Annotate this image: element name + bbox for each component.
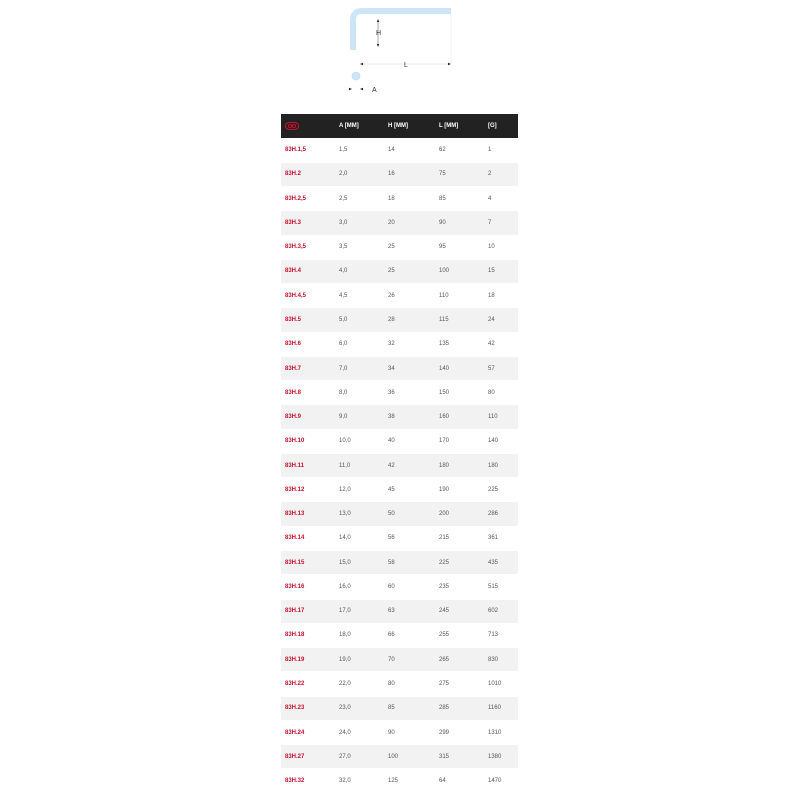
cell-reference: 83H.2 <box>281 162 335 186</box>
cell-reference: 83H.22 <box>281 672 335 696</box>
cell-h-mm: 58 <box>384 551 435 575</box>
cell-a-mm: 27,0 <box>335 745 384 769</box>
cell-reference: 83H.24 <box>281 720 335 744</box>
cell-l-mm: 180 <box>435 453 484 477</box>
cell-a-mm: 13,0 <box>335 502 384 526</box>
cell-weight-g: 10 <box>484 235 518 259</box>
cell-weight-g: 1160 <box>484 696 518 720</box>
cell-a-mm: 6,0 <box>335 332 384 356</box>
cell-l-mm: 62 <box>435 138 484 162</box>
cell-a-mm: 32,0 <box>335 769 384 793</box>
table-header-row <box>281 114 518 138</box>
cell-l-mm: 200 <box>435 502 484 526</box>
cell-reference: 83H.2,5 <box>281 187 335 211</box>
cell-h-mm: 100 <box>384 745 435 769</box>
cell-h-mm: 40 <box>384 429 435 453</box>
cell-weight-g: 180 <box>484 453 518 477</box>
table-row <box>281 429 518 453</box>
table-row <box>281 381 518 405</box>
cell-a-mm: 2,0 <box>335 162 384 186</box>
cell-h-mm: 28 <box>384 308 435 332</box>
cell-l-mm: 265 <box>435 648 484 672</box>
cell-h-mm: 36 <box>384 381 435 405</box>
cell-reference: 83H.12 <box>281 478 335 502</box>
cell-l-mm: 299 <box>435 720 484 744</box>
cell-a-mm: 18,0 <box>335 623 384 647</box>
cell-reference: 83H.1,5 <box>281 138 335 162</box>
cell-weight-g: 602 <box>484 599 518 623</box>
cell-reference: 83H.18 <box>281 623 335 647</box>
cell-weight-g: 713 <box>484 623 518 647</box>
cell-reference: 83H.10 <box>281 429 335 453</box>
cell-l-mm: 100 <box>435 259 484 283</box>
header-weight-g: [G] <box>488 123 497 129</box>
cell-l-mm: 135 <box>435 332 484 356</box>
cell-a-mm: 9,0 <box>335 405 384 429</box>
cell-h-mm: 42 <box>384 453 435 477</box>
cell-reference: 83H.5 <box>281 308 335 332</box>
table-row <box>281 211 518 235</box>
cell-reference: 83H.15 <box>281 551 335 575</box>
cell-a-mm: 10,0 <box>335 429 384 453</box>
hex-key-dimension-diagram <box>340 6 460 102</box>
cell-l-mm: 85 <box>435 187 484 211</box>
cell-h-mm: 125 <box>384 769 435 793</box>
cell-reference: 83H.8 <box>281 381 335 405</box>
cell-weight-g: 830 <box>484 648 518 672</box>
cell-h-mm: 14 <box>384 138 435 162</box>
cell-a-mm: 11,0 <box>335 453 384 477</box>
cell-weight-g: 515 <box>484 575 518 599</box>
hex-key-spec-table <box>281 114 518 794</box>
header-h-mm: H [MM] <box>388 123 408 129</box>
cell-a-mm: 24,0 <box>335 720 384 744</box>
cell-h-mm: 85 <box>384 696 435 720</box>
cell-a-mm: 22,0 <box>335 672 384 696</box>
cell-h-mm: 60 <box>384 575 435 599</box>
cell-h-mm: 25 <box>384 235 435 259</box>
cell-weight-g: 4 <box>484 187 518 211</box>
cell-a-mm: 16,0 <box>335 575 384 599</box>
label-l: L <box>404 62 408 69</box>
cell-reference: 83H.4,5 <box>281 284 335 308</box>
a-dimension <box>349 87 377 94</box>
cell-l-mm: 285 <box>435 696 484 720</box>
cell-l-mm: 190 <box>435 478 484 502</box>
table-row <box>281 308 518 332</box>
cell-weight-g: 18 <box>484 284 518 308</box>
cell-h-mm: 90 <box>384 720 435 744</box>
table-row <box>281 259 518 283</box>
cell-l-mm: 215 <box>435 526 484 550</box>
cell-reference: 83H.13 <box>281 502 335 526</box>
cell-l-mm: 95 <box>435 235 484 259</box>
cell-weight-g: 57 <box>484 356 518 380</box>
cell-l-mm: 315 <box>435 745 484 769</box>
cell-h-mm: 50 <box>384 502 435 526</box>
cell-h-mm: 32 <box>384 332 435 356</box>
cell-l-mm: 245 <box>435 599 484 623</box>
table-row <box>281 162 518 186</box>
cell-a-mm: 4,0 <box>335 259 384 283</box>
cell-weight-g: 225 <box>484 478 518 502</box>
cell-l-mm: 150 <box>435 381 484 405</box>
table-row <box>281 235 518 259</box>
cell-weight-g: 110 <box>484 405 518 429</box>
cell-l-mm: 225 <box>435 551 484 575</box>
cell-weight-g: 361 <box>484 526 518 550</box>
cell-h-mm: 56 <box>384 526 435 550</box>
cell-a-mm: 8,0 <box>335 381 384 405</box>
cell-a-mm: 23,0 <box>335 696 384 720</box>
cell-reference: 83H.17 <box>281 599 335 623</box>
table-row <box>281 551 518 575</box>
cell-h-mm: 63 <box>384 599 435 623</box>
cell-a-mm: 15,0 <box>335 551 384 575</box>
table-row <box>281 478 518 502</box>
cell-weight-g: 1310 <box>484 720 518 744</box>
cell-l-mm: 255 <box>435 623 484 647</box>
cell-l-mm: 160 <box>435 405 484 429</box>
cell-weight-g: 7 <box>484 211 518 235</box>
l-dimension <box>360 62 451 69</box>
cell-weight-g: 42 <box>484 332 518 356</box>
cell-a-mm: 19,0 <box>335 648 384 672</box>
cell-weight-g: 24 <box>484 308 518 332</box>
cell-reference: 83H.3,5 <box>281 235 335 259</box>
table-body <box>281 138 518 793</box>
cell-l-mm: 140 <box>435 356 484 380</box>
table-row <box>281 696 518 720</box>
cell-h-mm: 45 <box>384 478 435 502</box>
h-dimension <box>376 19 381 47</box>
cell-reference: 83H.3 <box>281 211 335 235</box>
cell-reference: 83H.32 <box>281 769 335 793</box>
table-row <box>281 720 518 744</box>
cell-weight-g: 1380 <box>484 745 518 769</box>
cell-weight-g: 2 <box>484 162 518 186</box>
table-row <box>281 332 518 356</box>
cell-reference: 83H.9 <box>281 405 335 429</box>
cell-l-mm: 115 <box>435 308 484 332</box>
cell-h-mm: 16 <box>384 162 435 186</box>
cell-weight-g: 286 <box>484 502 518 526</box>
table-row <box>281 648 518 672</box>
cell-l-mm: 75 <box>435 162 484 186</box>
cell-a-mm: 14,0 <box>335 526 384 550</box>
header-a-mm: A [MM] <box>339 123 359 129</box>
table-row <box>281 405 518 429</box>
label-h: H <box>376 30 382 37</box>
cell-h-mm: 66 <box>384 623 435 647</box>
cell-l-mm: 90 <box>435 211 484 235</box>
cell-h-mm: 80 <box>384 672 435 696</box>
table-row <box>281 526 518 550</box>
cell-a-mm: 1,5 <box>335 138 384 162</box>
cell-weight-g: 80 <box>484 381 518 405</box>
hex-key-end-circle <box>352 72 360 80</box>
cell-reference: 83H.23 <box>281 696 335 720</box>
table-row <box>281 138 518 162</box>
header-logo <box>281 114 335 138</box>
label-a: A <box>372 87 377 94</box>
cell-a-mm: 2,5 <box>335 187 384 211</box>
cell-reference: 83H.14 <box>281 526 335 550</box>
cell-h-mm: 25 <box>384 259 435 283</box>
cell-a-mm: 5,0 <box>335 308 384 332</box>
table-row <box>281 284 518 308</box>
table-row <box>281 356 518 380</box>
cell-l-mm: 64 <box>435 769 484 793</box>
cell-weight-g: 1010 <box>484 672 518 696</box>
cell-a-mm: 4,5 <box>335 284 384 308</box>
table-row <box>281 599 518 623</box>
table-row <box>281 187 518 211</box>
cell-weight-g: 15 <box>484 259 518 283</box>
cell-h-mm: 70 <box>384 648 435 672</box>
cell-l-mm: 170 <box>435 429 484 453</box>
cell-a-mm: 12,0 <box>335 478 384 502</box>
cell-h-mm: 18 <box>384 187 435 211</box>
cell-l-mm: 110 <box>435 284 484 308</box>
sam-logo-icon <box>285 122 299 130</box>
header-l-mm: L [MM] <box>439 123 459 129</box>
cell-reference: 83H.4 <box>281 259 335 283</box>
cell-h-mm: 26 <box>384 284 435 308</box>
cell-reference: 83H.16 <box>281 575 335 599</box>
table-row <box>281 453 518 477</box>
table-row <box>281 769 518 793</box>
cell-a-mm: 3,5 <box>335 235 384 259</box>
cell-weight-g: 140 <box>484 429 518 453</box>
cell-weight-g: 1 <box>484 138 518 162</box>
cell-h-mm: 38 <box>384 405 435 429</box>
hex-key-shape <box>353 11 451 50</box>
cell-reference: 83H.27 <box>281 745 335 769</box>
cell-weight-g: 1470 <box>484 769 518 793</box>
cell-reference: 83H.11 <box>281 453 335 477</box>
cell-h-mm: 20 <box>384 211 435 235</box>
cell-reference: 83H.6 <box>281 332 335 356</box>
cell-h-mm: 34 <box>384 356 435 380</box>
cell-l-mm: 275 <box>435 672 484 696</box>
cell-a-mm: 3,0 <box>335 211 384 235</box>
table-row <box>281 502 518 526</box>
cell-weight-g: 435 <box>484 551 518 575</box>
table-row <box>281 745 518 769</box>
table-row <box>281 623 518 647</box>
cell-reference: 83H.7 <box>281 356 335 380</box>
cell-a-mm: 17,0 <box>335 599 384 623</box>
cell-l-mm: 235 <box>435 575 484 599</box>
table-row <box>281 672 518 696</box>
table-row <box>281 575 518 599</box>
cell-reference: 83H.19 <box>281 648 335 672</box>
cell-a-mm: 7,0 <box>335 356 384 380</box>
